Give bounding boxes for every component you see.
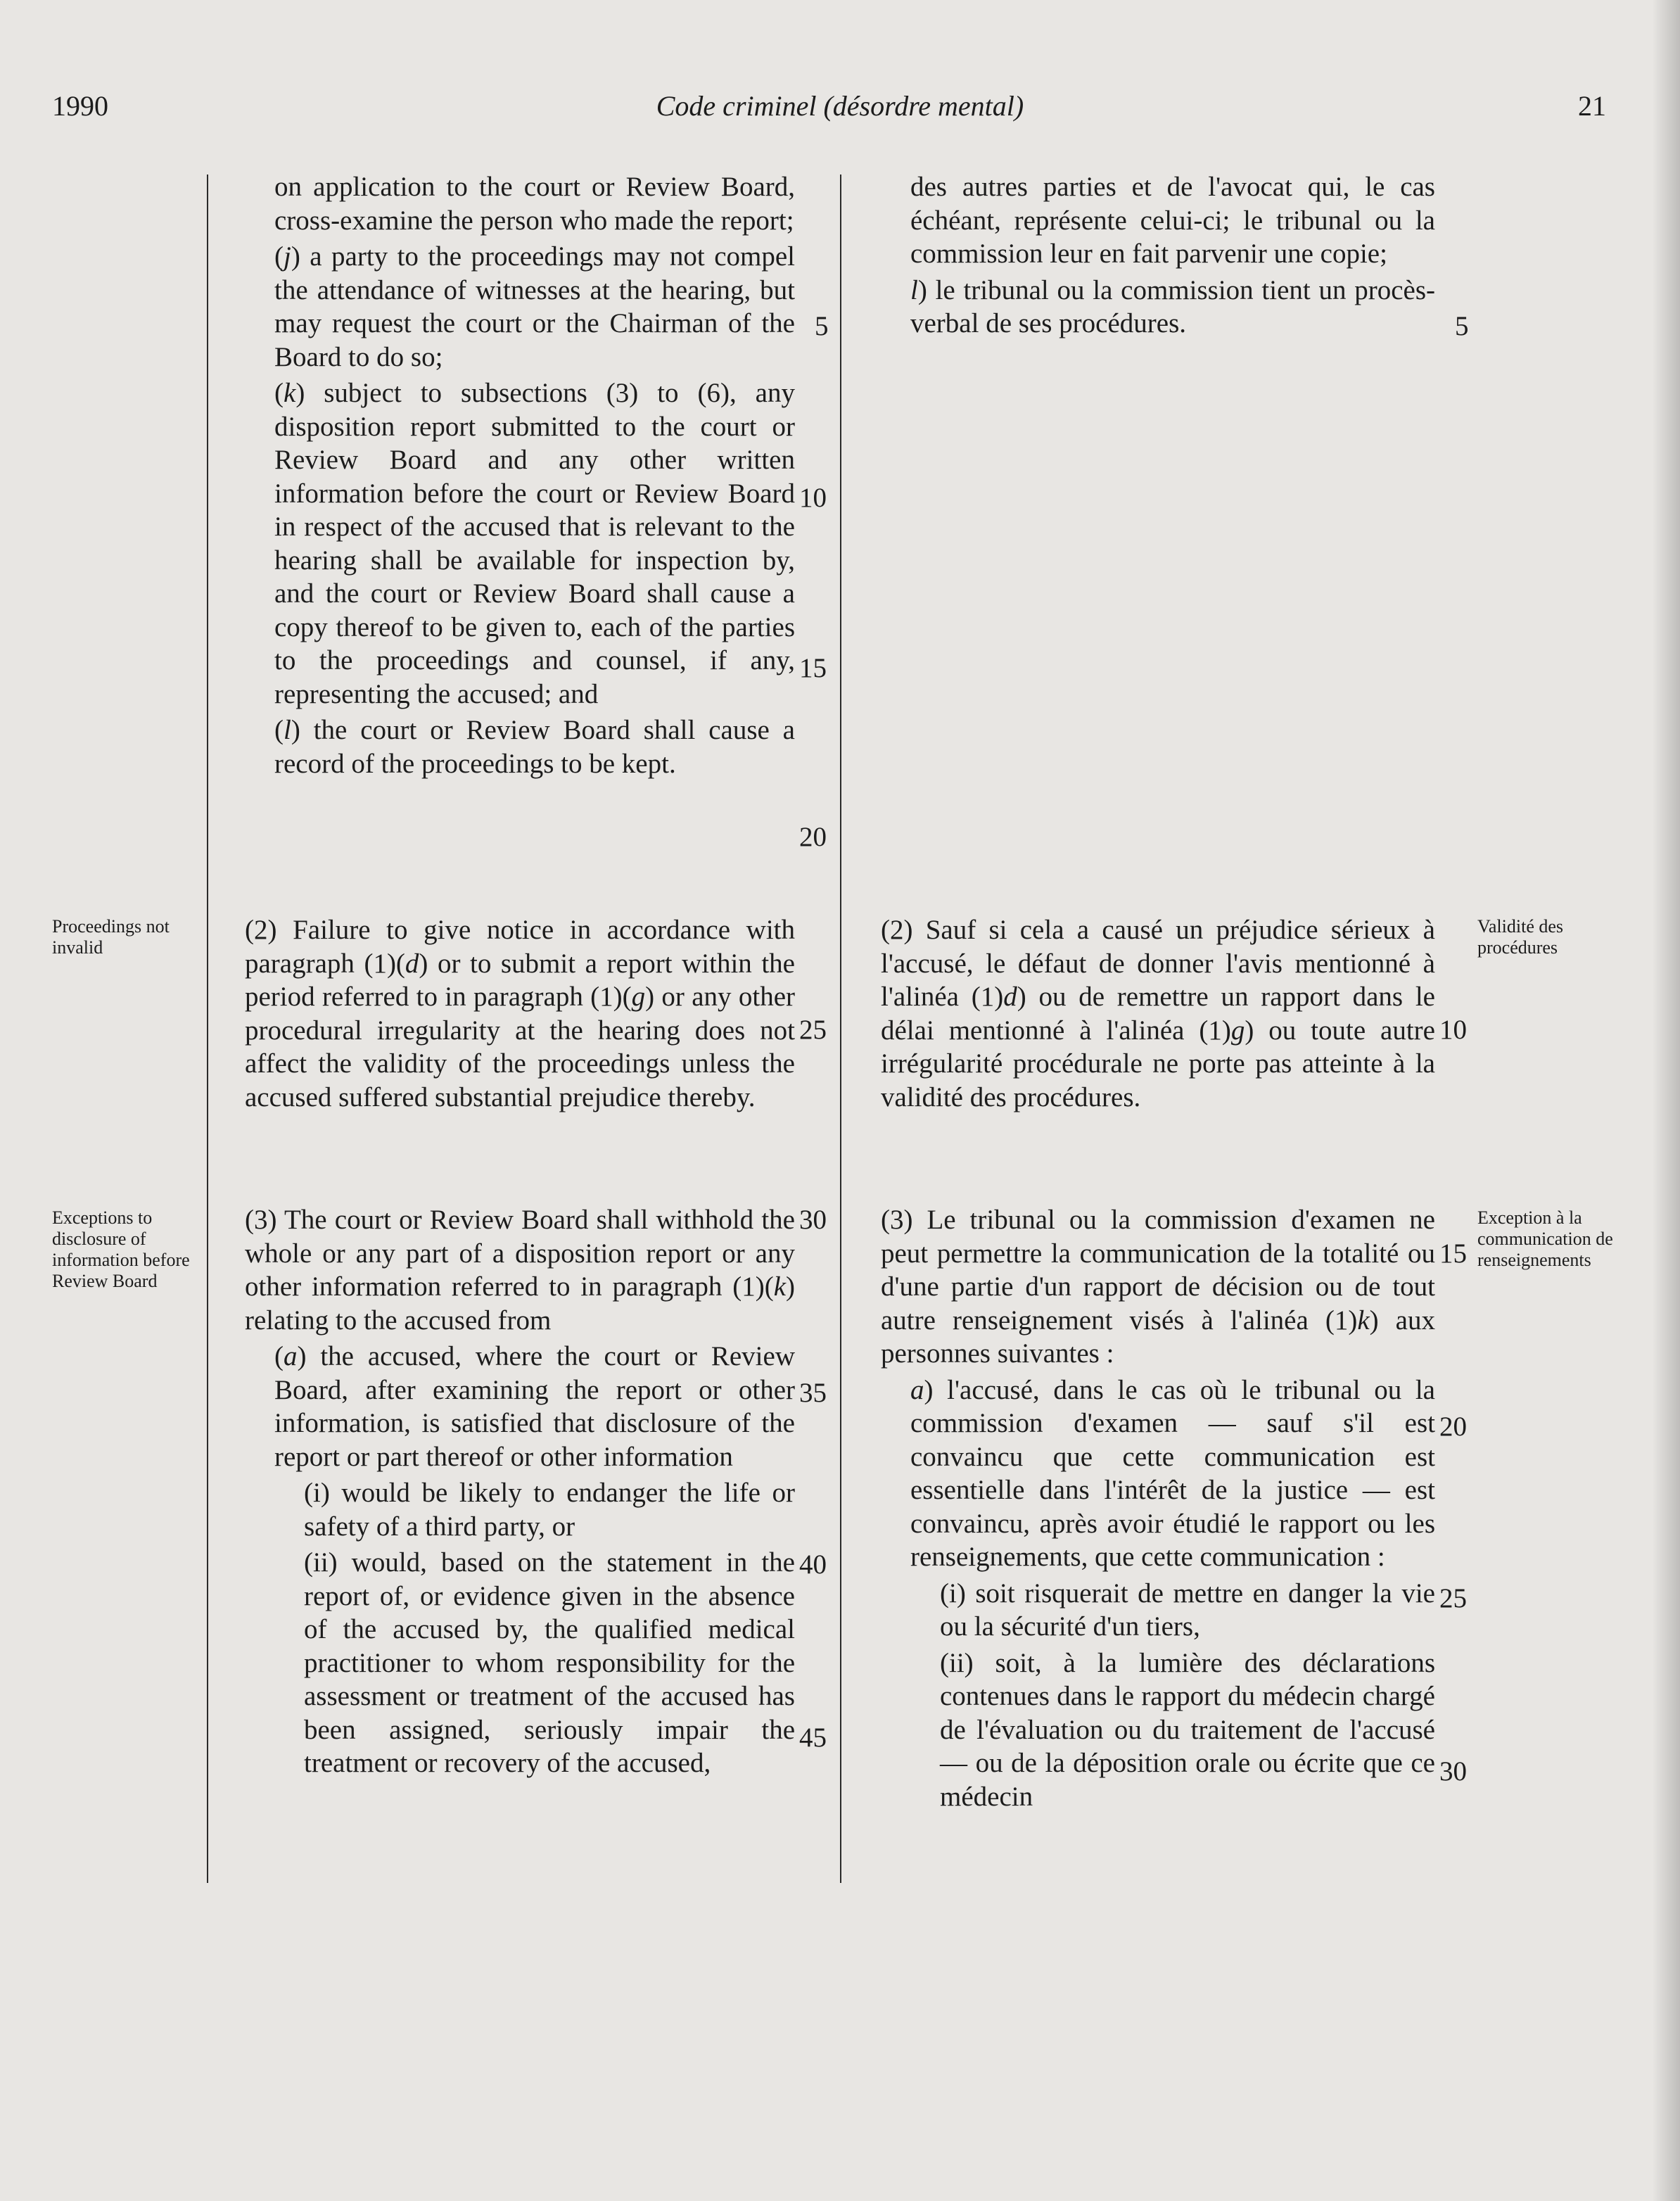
french-column-sub3 xyxy=(881,1203,1435,1813)
line-number: 30 xyxy=(1439,1756,1467,1787)
english-para-k: (k) subject to subsections (3) to (6), any disposition report submitted to the court or Review Board and any other written information before the court or Review Board in respect of the accused that is relevant to the hearing shall be available for inspection by, and the court or Review Board shall cause a copy thereof to be given to, each of the parties to the proceedings and counsel, if any, representing the accused; and xyxy=(274,378,795,709)
line-number: 5 xyxy=(815,311,829,341)
margin-note-exceptions-to-disclosure: Exceptions to disclosure of information before Review Board xyxy=(52,1207,190,1291)
line-number: 35 xyxy=(799,1378,827,1408)
english-para-3a-ii: (ii) would, based on the statement in the report of, or evidence given in the absence of the accused by, the qualified medical practitioner to whom responsibility for the assessment or treatment of the accused has been assigned, seriously impair the treatment or recovery of the accused, xyxy=(304,1547,795,1778)
french-para-3a-ii: (ii) soit, à la lumière des déclarations contenues dans le rapport du médecin chargé de l'évaluation ou du traitement de l'accusé — ou de la déposition orale ou écrite que ce médecin xyxy=(940,1647,1435,1812)
line-number: 45 xyxy=(799,1723,827,1753)
english-subsection-3: (3) The court or Review Board shall withhold the whole or any part of a disposition report or any other information referred to in paragraph (1)(k) relating to the accused from xyxy=(245,1205,795,1336)
french-para-autres-parties: des autres parties et de l'avocat qui, le cas échéant, représente celui-ci; le tribunal ou la commission leur en fait parvenir une copie; xyxy=(910,172,1435,269)
page-number: 21 xyxy=(1578,90,1606,122)
line-number: 25 xyxy=(1439,1583,1467,1613)
left-column-rule xyxy=(207,175,208,1883)
margin-note-exception-communication: Exception à la communication de renseignements xyxy=(1477,1207,1613,1270)
line-number: 15 xyxy=(799,653,827,683)
line-number: 25 xyxy=(799,1015,827,1045)
english-subsection-2: (2) Failure to give notice in accordance with paragraph (1)(d) or to submit a report within the period referred to in paragraph (1)(g) or any other procedural irregularity at the hearing does not affect the validity of the proceedings unless the accused suffered substantial prejudice thereby. xyxy=(245,915,795,1112)
french-subsection-3: (3) Le tribunal ou la commission d'examen ne peut permettre la communication de la totalité ou d'une partie d'un rapport de décision ou de tout autre renseignement visés à l'alinéa (1)k) aux personnes suivantes : xyxy=(881,1205,1435,1369)
line-number: 10 xyxy=(799,483,827,513)
margin-note-validite-des-procedures: Validité des procédures xyxy=(1477,916,1564,958)
page-edge-shadow xyxy=(1652,0,1680,2201)
line-number: 20 xyxy=(1439,1412,1467,1442)
english-column-sub3 xyxy=(245,1203,795,1780)
french-para-3a: a) l'accusé, dans le cas où le tribunal ou la commission d'examen — sauf s'il est convaincu que cette communication est essentielle dans l'intérêt de la justice — est convaincu, après avoir étudié le rapport ou les renseignements, que cette communication : xyxy=(910,1374,1435,1572)
english-para-3a-i: (i) would be likely to endanger the life or safety of a third party, or xyxy=(304,1478,795,1542)
line-number: 20 xyxy=(799,822,827,852)
english-para-l: (l) the court or Review Board shall cause a record of the proceedings to be kept. xyxy=(274,715,795,779)
english-column-top xyxy=(245,170,795,780)
french-para-3a-i: (i) soit risquerait de mettre en danger la vie ou la sécurité d'un tiers, xyxy=(940,1578,1435,1642)
french-column-sub2 xyxy=(881,913,1435,1114)
french-subsection-2: (2) Sauf si cela a causé un préjudice sérieux à l'accusé, le défaut de donner l'avis mentionné à l'alinéa (1)d) ou de remettre un rapport dans le délai mentionné à l'alinéa (1)g) ou toute autre irrégularité procédurale ne porte pas atteinte à la validité des procédures. xyxy=(881,915,1435,1112)
line-number: 15 xyxy=(1439,1238,1467,1269)
center-column-rule xyxy=(840,175,841,1883)
english-column-sub2 xyxy=(245,913,795,1114)
english-para-j: (j) a party to the proceedings may not compel the attendance of witnesses at the hearing, but may request the court or the Chairman of the Board to do so; xyxy=(274,241,795,372)
french-para-l: l) le tribunal ou la commission tient un procès-verbal de ses procédures. xyxy=(910,274,1435,338)
margin-note-proceedings-not-invalid: Proceedings not invalid xyxy=(52,916,170,958)
line-number: 5 xyxy=(1455,311,1469,341)
line-number: 40 xyxy=(799,1549,827,1580)
english-para-cross-examine: on application to the court or Review Board, cross-examine the person who made the report; xyxy=(274,172,795,236)
line-number: 10 xyxy=(1439,1015,1467,1045)
header-title: Code criminel (désordre mental) xyxy=(656,90,1024,122)
line-number: 30 xyxy=(799,1205,827,1235)
header-year: 1990 xyxy=(52,90,108,122)
english-para-3a: (a) the accused, where the court or Review Board, after examining the report or other information, is satisfied that disclosure of the report or part thereof or other information xyxy=(274,1341,795,1472)
french-column-top xyxy=(881,170,1435,341)
